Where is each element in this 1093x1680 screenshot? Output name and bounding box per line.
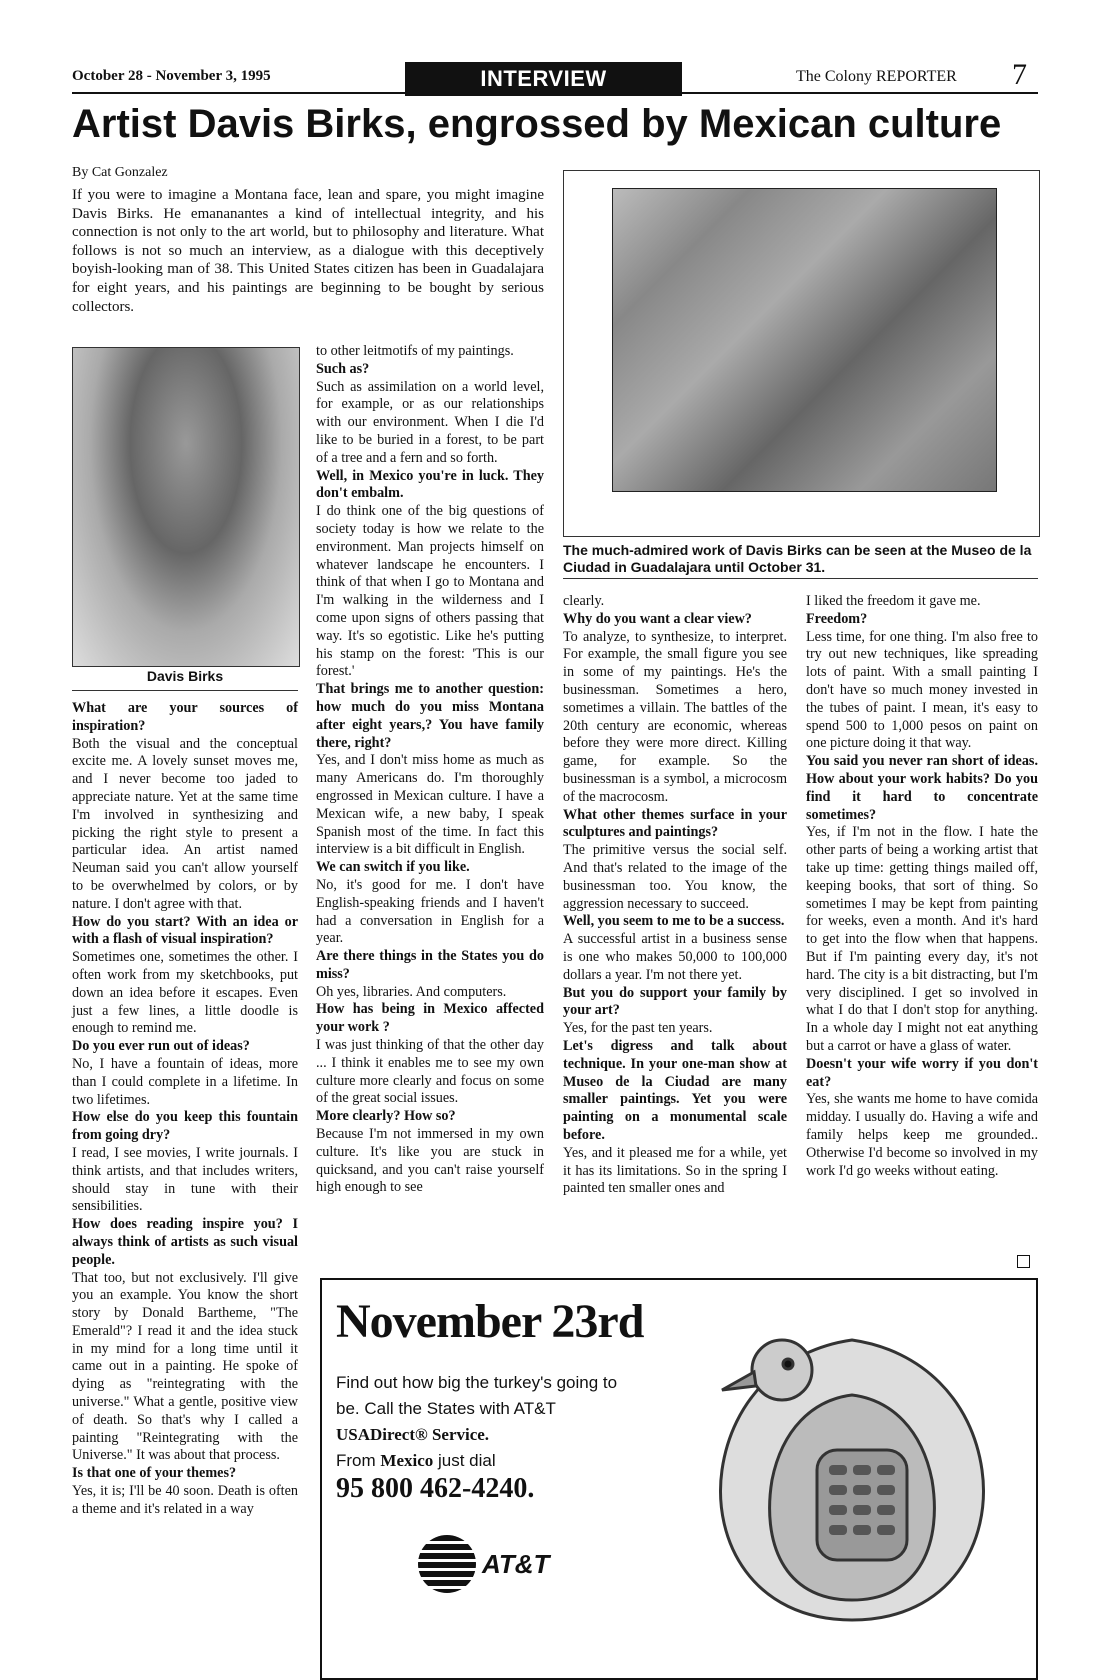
interview-answer: No, it's good for me. I don't have English-speaking friends and I haven't had a conversation in English for a year. xyxy=(316,876,544,947)
att-advertisement xyxy=(320,1278,1038,1680)
interview-question: Freedom? xyxy=(806,610,868,627)
interview-question: Such as? xyxy=(316,360,370,377)
interview-answer: Yes, and it pleased me for a while, yet it has its limitations. So in the spring I painted ten smaller ones and xyxy=(563,1144,787,1197)
interview-answer: I was just thinking of that the other day ... I think it enables me to see my own culture more clearly and focus on some of the great social issues. xyxy=(316,1037,544,1107)
interview-answer: to other leitmotifs of my paintings. xyxy=(316,343,514,359)
interview-answer: clearly. xyxy=(563,593,605,609)
ad-phone-number: 95 800 462-4240. xyxy=(336,1473,535,1504)
att-globe-icon xyxy=(418,1535,476,1593)
interview-answer: Yes, it is; I'll be 40 soon. Death is often a theme and it's related in a way xyxy=(72,1483,298,1517)
interview-answer: Yes, and I don't miss home as much as many Americans do. I'm thoroughly engrossed in Mexican culture. I have a Mexican wife, a new baby, I speak Spanish most of the time. In fact this interview is a bit difficult in English. xyxy=(316,752,544,858)
interview-question: How else do you keep this fountain from going dry? xyxy=(72,1109,298,1144)
interview-answer: Such as assimilation on a world level, for example, or as our relationships with our environment. When I die I'd like to be buried in a forest, to be part of a tree and a fern and so forth. xyxy=(316,378,544,466)
interview-answer: Sometimes one, sometimes the other. I often work from my sketchbooks, put down an idea before it escapes. Even just a few lines, a little doodle is enough to remind me. xyxy=(72,949,298,1037)
interview-answer: Yes, for the past ten years. xyxy=(563,1020,713,1037)
issue-date: October 28 - November 3, 1995 xyxy=(72,68,271,84)
ad-body xyxy=(336,1370,636,1474)
interview-question: What other themes surface in your sculptures and paintings? xyxy=(563,806,787,841)
interview-question: More clearly? How so? xyxy=(316,1108,456,1125)
interview-question: Do you ever run out of ideas? xyxy=(72,1038,250,1055)
interview-answer: No, I have a fountain of ideas, more than I could complete in a lifetime. In two lifetimes. xyxy=(72,1055,298,1108)
interview-answer: Less time, for one thing. I'm also free to try out new techniques, like spreading lots of paint. With a small painting I don't have so much money invested in the tubes of paint. I mean, it's easy to spend 500 to 1,000 pesos on paint on one picture doing it that way. xyxy=(806,628,1038,752)
ad-line-1: Find out how big the turkey's going to be. Call the States with AT&T xyxy=(336,1373,618,1418)
interview-question: Well, in Mexico you're in luck. They don't embalm. xyxy=(316,467,544,502)
headline: Artist Davis Birks, engrossed by Mexican culture xyxy=(72,102,1002,146)
interview-question: How do you start? With an idea or with a flash of visual inspiration? xyxy=(72,913,298,948)
interview-question: Why do you want a clear view? xyxy=(563,610,752,627)
article-column-1 xyxy=(72,700,298,1519)
ad-brand: USADirect® Service. xyxy=(336,1425,490,1444)
interview-answer: Yes, she wants me home to have comida midday. I usually do. Having a wife and family helps keep me grounded.. Otherwise I'd become so involved in my work I'd go weeks without eating. xyxy=(806,1091,1038,1179)
interview-question: How does reading inspire you? I always think of artists as such visual people. xyxy=(72,1216,298,1268)
ad-line-2-bold: Mexico xyxy=(380,1451,434,1470)
intro-paragraph: If you were to imagine a Montana face, lean and spare, you might imagine Davis Birks. He emananantes a kind of intellectual integrity, and his connection is not only to the art world, but to philosophy and literature. What follows is not so much an interview, as a dialogue with this deceptively boyish-looking man of 38. This United States citizen has been in Guadalajara for eight years, and his paintings are beginning to be bought by serious collectors. xyxy=(72,187,544,315)
interview-question: Are there things in the States you do miss? xyxy=(316,948,544,982)
interview-answer: Yes, if I'm not in the flow. I hate the other parts of being a working artist that take up time: getting things mailed off, keeping books, that sort of thing. So sometimes I may be kept from painting for weeks, even a month. And it's hard to get into the flow when that happens. But if I'm painting every day, it's not hard. The city is a bit distracting, but I'm very disciplined. I get so involved in what I do that I don't stop for anything. In a whole day I might not eat anything but a carrot or have a glass of water. xyxy=(806,824,1038,1054)
ad-title: November 23rd xyxy=(336,1295,644,1348)
interview-question: Doesn't your wife worry if you don't eat? xyxy=(806,1055,1038,1090)
article-column-2 xyxy=(316,343,544,1197)
interview-answer: Oh yes, libraries. And computers. xyxy=(316,983,507,1000)
masthead xyxy=(72,58,1032,92)
ad-line-2-post: just dial xyxy=(438,1451,496,1470)
interview-question: That brings me to another question: how much do you miss Montana after eight years,? You have family there, right? xyxy=(316,681,544,751)
interview-question: How has being in Mexico affected your work ? xyxy=(316,1001,544,1036)
interview-answer: To analyze, to synthesize, to interpret. For example, the small figure you see in some of my paintings. He's the businessman. Sometimes a hero, sometimes a villain. The battles of the 20th century are economic, whereas before they were more direct. Killing game, for example. So the businessman is a symbol, a microcosm of the macrocosm. xyxy=(563,628,787,805)
interview-answer: That too, but not exclusively. I'll give you an example. You know the short story by Donald Bartheme, "The Emerald"? I read it and the idea stuck in my mind for a long time until it came out in a painting. He spoke of dying as "reintegrating with the universe." What a gentle, positive view of death. So that's why I called a painting "Reintegrating with the Universe." It was about that process. xyxy=(72,1269,298,1464)
article-column-3 xyxy=(563,593,787,1198)
turkey-phone-icon xyxy=(692,1300,1012,1640)
end-of-article-icon xyxy=(1017,1255,1030,1268)
paper-name: The Colony REPORTER xyxy=(796,68,957,85)
att-logo-text: AT&T xyxy=(482,1548,550,1579)
interview-answer: I read, I see movies, I write journals. I think artists, and that includes writers, should stay in tune with their sensibilities. xyxy=(72,1144,298,1215)
portrait-photo xyxy=(72,347,300,667)
ad-line-2-pre: From xyxy=(336,1451,376,1470)
interview-question: Well, you seem to me to be a success. xyxy=(563,913,785,930)
article-column-4 xyxy=(806,593,1038,1180)
interview-answer: I liked the freedom it gave me. xyxy=(806,593,981,609)
portrait-caption: Davis Birks xyxy=(146,668,224,684)
interview-answer: The primitive versus the social self. And that's related to the image of the businessman too. You know, the aggression necessary to succeed. xyxy=(563,842,787,912)
section-label: INTERVIEW xyxy=(405,62,682,96)
masthead-rule xyxy=(72,92,1038,94)
artwork-caption-rule xyxy=(563,578,1038,579)
interview-answer: I do think one of the big questions of society today is how we relate to the environment. Man projects himself on whatever landscape he encounters. I think of that when I go to Montana and I'm walking in the wilderness and I come upon signs of others passing that way. It's so egotistic. Like he's putting his stamp on the forest: 'This is our forest.' xyxy=(316,503,544,680)
caption-rule xyxy=(72,690,298,691)
interview-question: Let's digress and talk about technique. In your one-man show at Museo de la Ciudad are many smaller paintings. Yet you were painting on a monumental scale before. xyxy=(563,1037,787,1143)
att-logo xyxy=(418,1535,549,1593)
interview-question: You said you never ran short of ideas. How about your work habits? Do you find it hard to concentrate sometimes? xyxy=(806,753,1038,823)
interview-question: What are your sources of inspiration? xyxy=(72,700,298,734)
page-number: 7 xyxy=(1012,58,1027,91)
byline: By Cat Gonzalez xyxy=(72,165,168,180)
artwork-caption: The much-admired work of Davis Birks can be seen at the Museo de la Ciudad in Guadalajara until October 31. xyxy=(563,542,1032,575)
interview-question: Is that one of your themes? xyxy=(72,1465,237,1482)
interview-answer: Both the visual and the conceptual excite me. A lovely sunset moves me, and I never become too jaded to appreciate nature. Yet at the same time I'm involved in synthesizing and picking the right style to present a particular idea. An artist named Neuman said you can't allow yourself to be overwhelmed by colors, or by nature. I don't agree with that. xyxy=(72,735,298,912)
interview-answer: Because I'm not immersed in my own culture. It's like you are stuck in quicksand, and you can't raise yourself high enough to see xyxy=(316,1126,544,1196)
interview-question: But you do support your family by your art? xyxy=(563,984,787,1019)
interview-answer: A successful artist in a business sense is one who makes 50,000 to 100,000 dollars a year. I'm not there yet. xyxy=(563,931,787,983)
interview-question: We can switch if you like. xyxy=(316,859,470,876)
artwork-photo xyxy=(612,188,997,492)
